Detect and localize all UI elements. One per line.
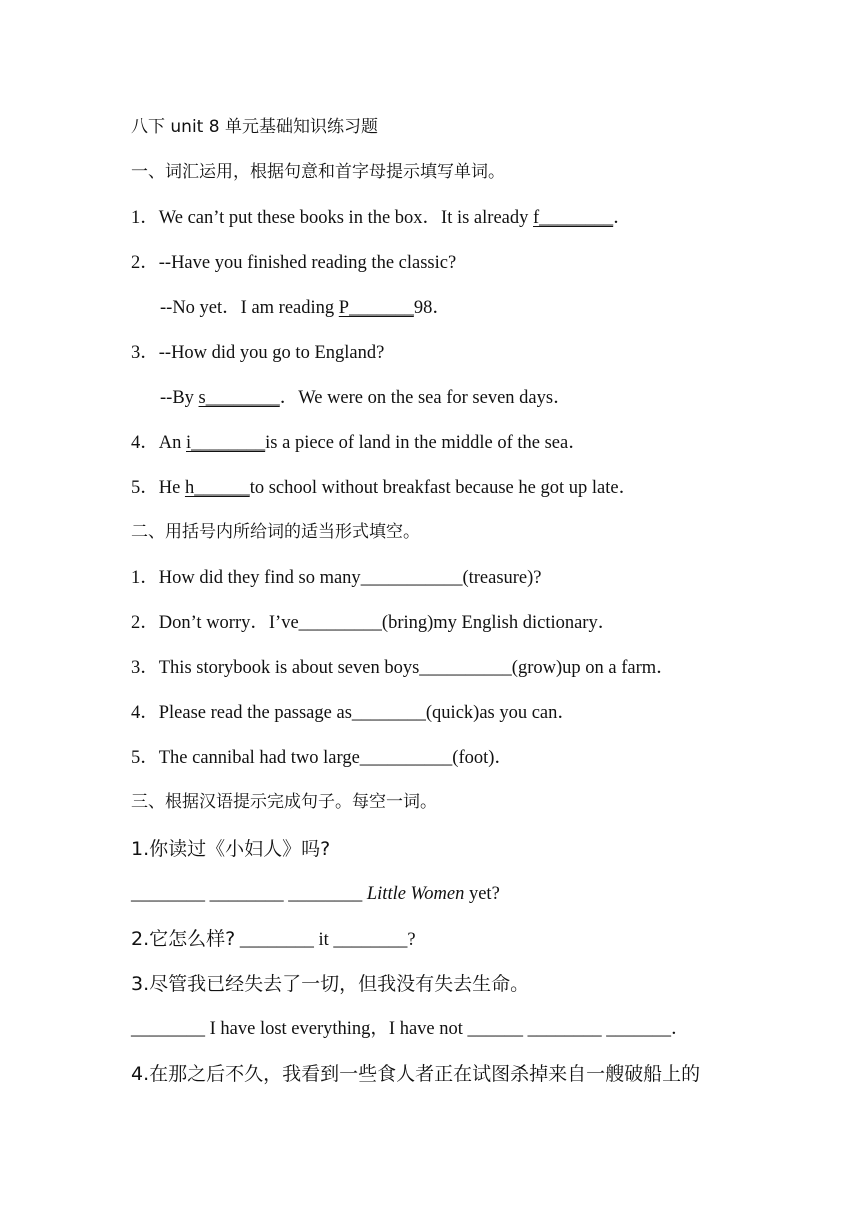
- book-title: Little Women: [366, 884, 465, 904]
- answer-blank: ________: [351, 703, 426, 723]
- section2-question-1: [131, 566, 542, 590]
- question-text: 4．Please read the passage as: [131, 703, 352, 723]
- answer-blank: P_______: [338, 298, 414, 318]
- section3-question-2: [131, 927, 416, 952]
- question-text: is a piece of land in the middle of the sea．: [265, 433, 587, 453]
- question-text: to school without breakfast because he got up late．: [249, 478, 638, 498]
- question-text: 2．Don’t worry．I’ve: [131, 613, 299, 633]
- question-text: --No yet．I am reading: [160, 298, 339, 318]
- answer-blank: __________: [419, 658, 512, 678]
- answer-blank: i________: [186, 433, 266, 453]
- section3-question-3-prompt: 3.尽管我已经失去了一切，但我没有失去生命。: [131, 973, 530, 995]
- section2-question-2: [131, 611, 616, 635]
- section1-question-2-line2: [160, 296, 451, 320]
- answer-blank: s________: [198, 388, 280, 408]
- section3-question-1-prompt: 1.你读过《小妇人》吗?: [131, 838, 331, 860]
- section1-question-5: [131, 476, 637, 500]
- section3-heading: 三、根据汉语提示完成句子。每空一词。: [131, 792, 437, 812]
- section3-question-4-prompt: 4.在那之后不久，我看到一些食人者正在试图杀掉来自一艘破船上的: [131, 1063, 701, 1085]
- answer-line: ________ it ________?: [235, 930, 416, 950]
- section3-question-3-answer: ________ I have lost everything，I have not ______ ________ _______．: [131, 1019, 690, 1039]
- section3-question-1-answer: [131, 882, 500, 906]
- question-text: yet?: [464, 884, 500, 904]
- question-text: 3．This storybook is about seven boys: [131, 658, 420, 678]
- answer-blank: f________: [533, 208, 614, 228]
- section2-question-3: [131, 656, 675, 680]
- section2-question-5: [131, 746, 513, 770]
- worksheet-title: 八下 unit 8 单元基础知识练习题: [131, 117, 378, 137]
- section1-question-1: [131, 206, 632, 230]
- answer-blank: __________: [359, 748, 453, 768]
- section2-heading: 二、用括号内所给词的适当形式填空。: [131, 522, 420, 542]
- question-text: (quick)as you can．: [425, 703, 576, 723]
- question-text: --By: [160, 388, 199, 408]
- section1-question-3-line2: [160, 386, 572, 410]
- section1-heading: 一、词汇运用，根据句意和首字母提示填写单词。: [131, 162, 505, 182]
- question-text: (foot)．: [452, 748, 513, 768]
- question-text: ．: [613, 208, 632, 228]
- question-text: 5．The cannibal had two large: [131, 748, 360, 768]
- question-text: (treasure)?: [462, 568, 542, 588]
- question-text: ．We were on the sea for seven days．: [279, 388, 572, 408]
- question-prompt: 2.它怎么样?: [131, 928, 236, 950]
- question-text: 4．An: [131, 433, 186, 453]
- section1-question-4: [131, 431, 587, 455]
- question-text: 1．How did they find so many: [131, 568, 361, 588]
- section1-question-2-line1: 2．--Have you finished reading the classic?: [131, 253, 457, 273]
- question-text: 98．: [413, 298, 451, 318]
- section2-question-4: [131, 701, 576, 725]
- question-text: 5．He: [131, 478, 185, 498]
- question-text: (bring)my English dictionary．: [381, 613, 617, 633]
- answer-blank: _________: [298, 613, 382, 633]
- question-text: 1．We can’t put these books in the box．It is already: [131, 208, 533, 228]
- question-text: (grow)up on a farm．: [511, 658, 675, 678]
- answer-blank: h______: [184, 478, 250, 498]
- answer-blank: ___________: [360, 568, 463, 588]
- answer-blank: ________ ________ ________: [131, 884, 367, 904]
- section1-question-3-line1: 3．--How did you go to England?: [131, 343, 385, 363]
